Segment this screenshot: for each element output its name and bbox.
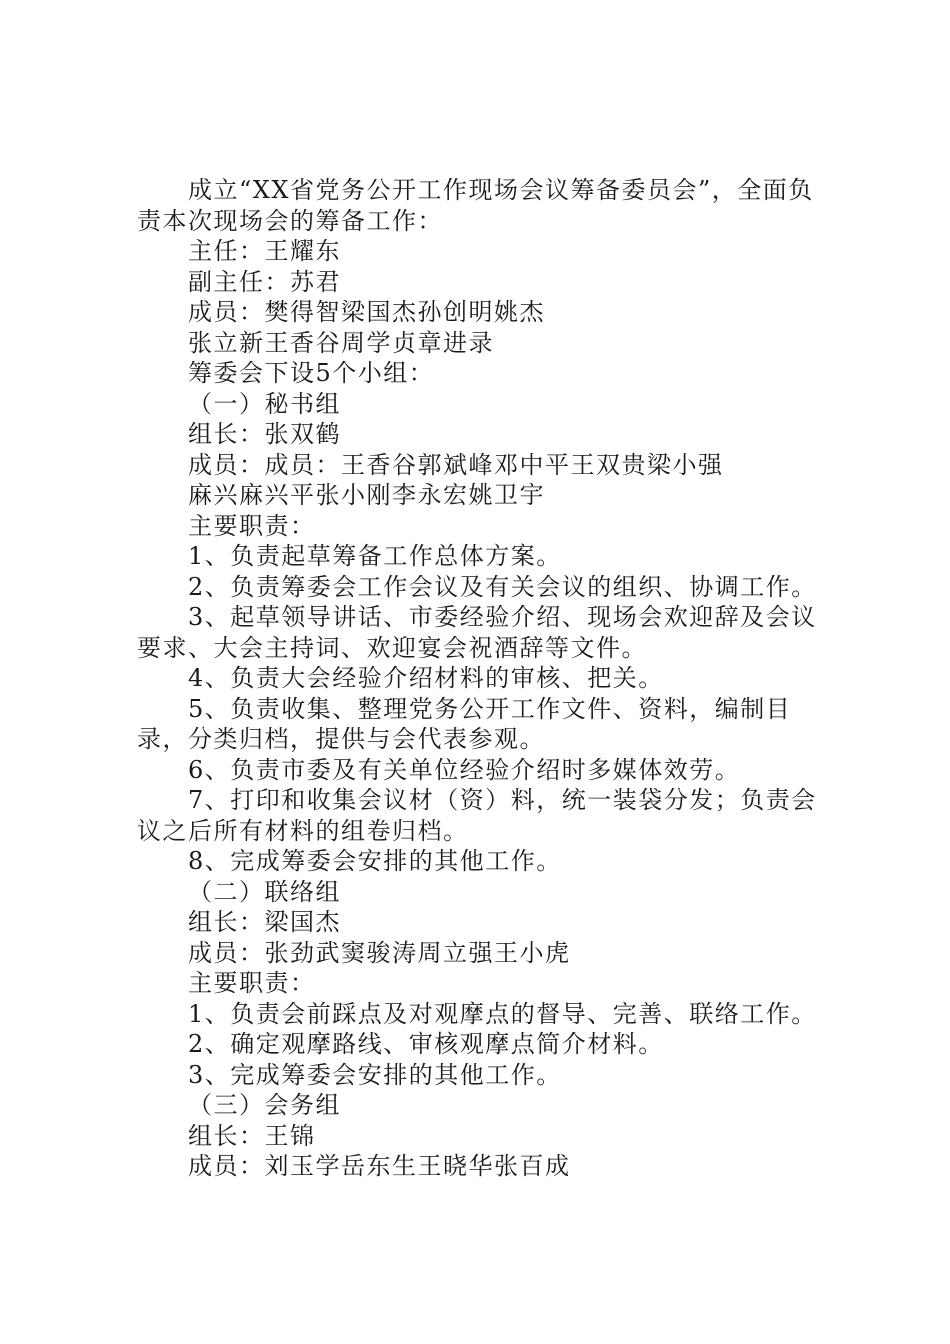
heading-conference-affairs-group: （三）会务组 [188,1091,341,1119]
heading-main-duties: 主要职责： [188,511,316,540]
list-item: 1、负责会前踩点及对观摩点的督导、完善、联络工作。 [188,999,817,1028]
line-liaison-leader: 组长：梁国杰 [188,908,341,936]
list-item: 7、打印和收集会议材（资）料，统一装袋分发；负责会议之后所有材料的组卷归档。 [137,786,817,845]
list-item: 3、完成筹委会安排的其他工作。 [188,1060,562,1089]
line-members: 成员：樊得智梁国杰孙创明姚杰 [188,298,545,326]
heading-secretariat-group: （一）秘书组 [188,389,341,418]
list-item: 3、起草领导讲话、市委经验介绍、现场会欢迎辞及会议要求、大会主持词、欢迎宴会祝酒辞等文件。 [137,603,817,662]
list-item: 1、负责起草筹备工作总体方案。 [188,542,562,570]
line-secretariat-members: 成员：成员：王香谷郭斌峰邓中平王双贵梁小强 [188,450,724,479]
document-body [137,175,817,1182]
line-conference-affairs-leader: 组长：王锦 [188,1121,316,1150]
line-members-continued: 张立新王香谷周学贞章进录 [188,328,494,357]
list-item: 2、确定观摩路线、审核观摩点简介材料。 [188,1030,664,1058]
line-secretariat-members-continued: 麻兴麻兴平张小刚李永宏姚卫宇 [188,481,545,509]
list-item: 2、负责筹委会工作会议及有关会议的组织、协调工作。 [188,572,817,601]
list-item: 8、完成筹委会安排的其他工作。 [188,847,562,875]
list-item: 6、负责市委及有关单位经验介绍时多媒体效劳。 [188,755,741,784]
line-director: 主任：王耀东 [188,237,341,265]
line-deputy-director: 副主任：苏君 [188,267,341,296]
heading-liaison-group: （二）联络组 [188,877,341,906]
line-groups-intro: 筹委会下设5个小组： [188,359,435,387]
list-item: 5、负责收集、整理党务公开工作文件、资料，编制目录，分类归档，提供与会代表参观。 [137,694,792,753]
line-secretariat-leader: 组长：张双鹤 [188,420,341,448]
list-item: 4、负责大会经验介绍材料的审核、把关。 [188,664,664,692]
line-liaison-members: 成员：张劲武窦骏涛周立强王小虎 [188,938,571,967]
paragraph-intro: 成立“XX省党务公开工作现场会议筹备委员会”，全面负责本次现场会的筹备工作： [137,176,814,235]
heading-main-duties: 主要职责： [188,969,316,997]
line-conference-affairs-members: 成员：刘玉学岳东生王晓华张百成 [188,1152,571,1180]
